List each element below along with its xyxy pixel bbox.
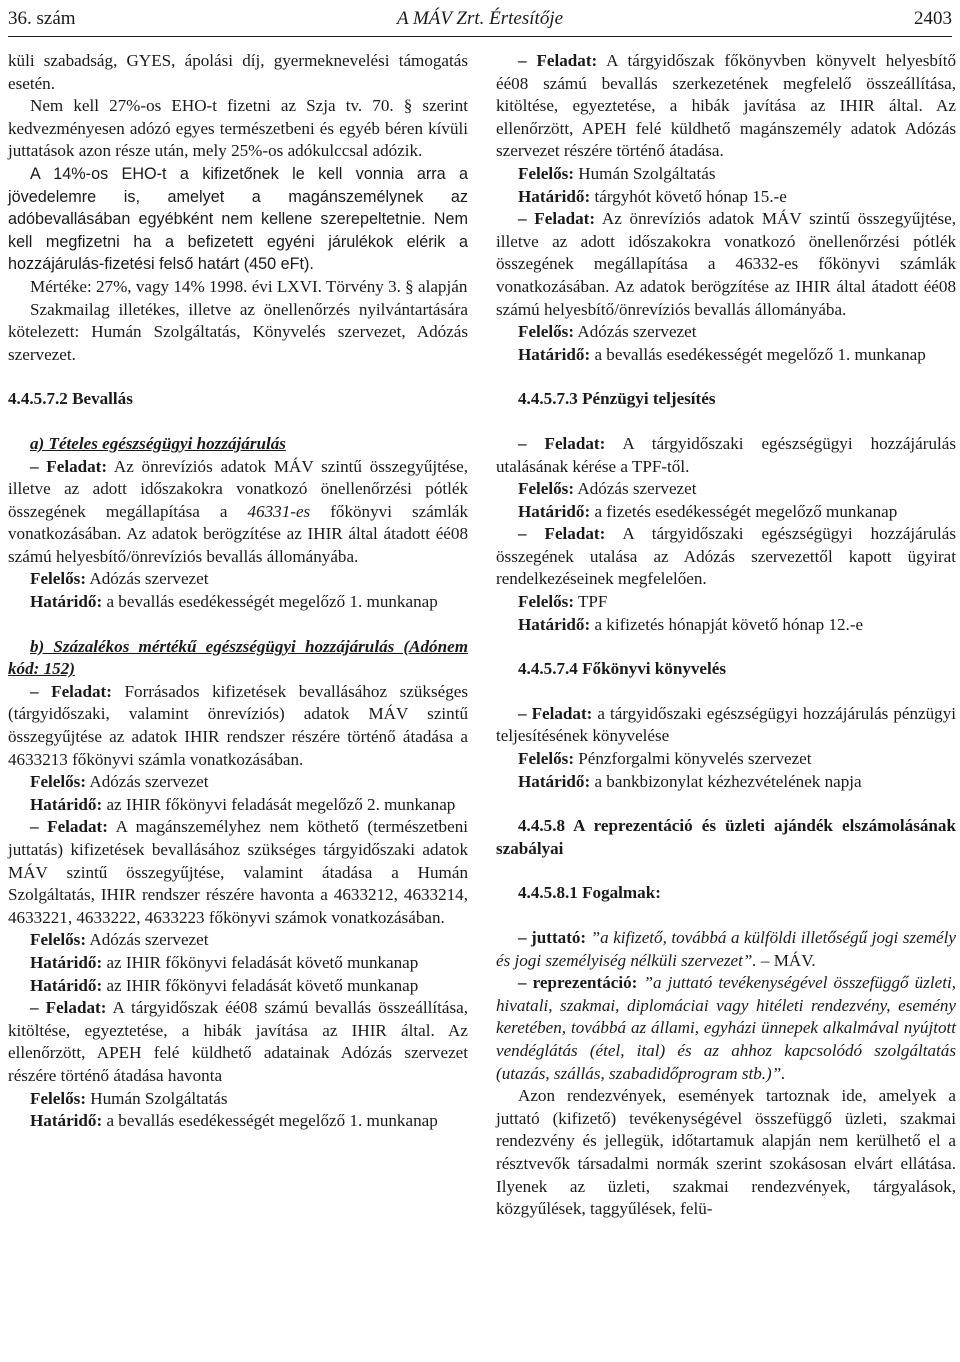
page-header [8, 6, 952, 32]
spacer [496, 411, 956, 433]
paragraph: Szakmailag illetékes, illetve az önellenőrzés nyilvántartására kötelezett: Humán Szolgáltatás, Könyvelés szervezet, Adózás szervezet. [8, 299, 468, 364]
responsible-value: TPF [574, 592, 608, 612]
task-text: Az önrevíziós adatok MÁV szintű összegyűjtése, illetve az adott időszakokra vonatkozó önellenőrzési pótlék összegének megállapítása a [8, 456, 468, 521]
deadline-label: Határidő: [30, 592, 103, 612]
responsible-line [8, 771, 468, 794]
deadline-line [8, 975, 468, 998]
deadline-label: Határidő: [30, 794, 103, 814]
task-paragraph [8, 816, 468, 929]
responsible-value: Humán Szolgáltatás [86, 1088, 228, 1108]
issue-number: 36. szám [8, 8, 76, 29]
paragraph: küli szabadság, GYES, ápolási díj, gyermeknevelési támogatás esetén. [8, 51, 468, 93]
section-heading: 4.4.5.8 A reprezentáció és üzleti ajándék elszámolásának szabályai [496, 816, 956, 858]
task-label: – Feladat: [30, 681, 112, 701]
task-text: A tárgyidőszaki egészségügyi hozzájárulás utalásának kérése a TPF-től. [496, 433, 956, 476]
deadline-value: a bevallás esedékességét megelőző 1. munkanap [102, 592, 438, 612]
subsection-heading: a) Tételes egészségügyi hozzájárulás [30, 433, 286, 453]
deadline-value: az IHIR főkönyvi feladását követő munkanap [102, 952, 419, 972]
spacer [8, 411, 468, 433]
account-code: 46331-es [247, 501, 311, 521]
responsible-line [8, 568, 468, 591]
deadline-line [8, 1110, 468, 1133]
responsible-line [8, 929, 468, 952]
deadline-value: a kifizetés hónapját követő hónap 12.-e [590, 614, 864, 634]
deadline-line [8, 591, 468, 614]
task-label: – Feladat: [30, 998, 107, 1018]
deadline-label: Határidő: [518, 771, 591, 791]
task-text: A tárgyidőszak főkönyvben könyvelt helyesbítő éé08 számú bevallás szerkezetének megfelelő összeállítása, kitöltése, egyeztetése, a hibák javítása az IHIR által. Az ellenőrzött, APEH felé küldhető magánszemély adatok Adózás szervezet részére történő átadása. [496, 51, 956, 161]
spacer [496, 860, 956, 882]
right-column [496, 50, 956, 1221]
task-label: – Feladat: [518, 433, 606, 453]
spacer [8, 614, 468, 636]
responsible-value: Pénzforgalmi könyvelés szervezet [574, 749, 812, 769]
deadline-line [496, 501, 956, 524]
spacer [8, 366, 468, 388]
deadline-label: Határidő: [518, 501, 591, 521]
responsible-value: Humán Szolgáltatás [574, 163, 716, 183]
page-number: 2403 [914, 8, 952, 29]
responsible-label: Felelős: [30, 1088, 87, 1108]
task-text: a tárgyidőszaki egészségügyi hozzájárulás pénzügyi teljesítésének könyvelése [496, 703, 956, 746]
header-rule [8, 36, 952, 37]
spacer [496, 905, 956, 927]
responsible-line [496, 321, 956, 344]
task-label: – Feladat: [30, 817, 108, 837]
deadline-value: az IHIR főkönyvi feladását megelőző 2. munkanap [102, 794, 456, 814]
deadline-value: a fizetés esedékességét megelőző munkanap [590, 501, 898, 521]
section-heading: 4.4.5.7.3 Pénzügyi teljesítés [518, 389, 716, 409]
task-label: – Feladat: [518, 51, 598, 70]
task-text: főkönyvi számlák vonatkozásában. Az adatok berögzítése az IHIR által átadott éé08 számú helyesbítő/önrevíziós bevallás állományába. [8, 501, 468, 566]
responsible-label: Felelős: [30, 569, 87, 589]
deadline-label: Határidő: [30, 952, 103, 972]
deadline-label: Határidő: [30, 975, 103, 995]
deadline-label: Határidő: [518, 344, 591, 364]
responsible-value: Adózás szervezet [86, 930, 209, 950]
task-label: – Feladat: [518, 524, 606, 544]
definition-tail: – MÁV. [756, 950, 816, 970]
responsible-label: Felelős: [518, 479, 575, 499]
task-text: Az önrevíziós adatok MÁV szintű összegyűjtése, illetve az adott időszakokra vonatkozó önellenőrzési pótlék összegének megállapítása a 46332-es főkönyvi számlák vonatkozásában. Az adatok berögzítése az IHIR által átadott éé08 számú helyesbítő/önrevíziós bevallás állományába. [496, 209, 956, 319]
deadline-value: tárgyhót követő hónap 15.-e [590, 186, 787, 206]
paragraph: A 14%-os EHO-t a kifizetőnek le kell vonnia arra a jövedelemre is, amelyet a magánszemélynek az adóbevallásában egyébként nem kellene szerepeltetnie. Nem kell megfizetni ha a befizetett egyéni járulékok elérik a hozzájárulás-fizetési felső határt (450 eFt). [8, 164, 468, 274]
responsible-label: Felelős: [30, 930, 87, 950]
responsible-value: Adózás szervezet [86, 772, 209, 792]
definition [496, 972, 956, 1085]
definition-term: – juttató: [518, 928, 587, 947]
deadline-line [496, 344, 956, 367]
responsible-line [496, 163, 956, 186]
deadline-line [496, 186, 956, 209]
subsection-heading: b) Százalékos mértékű egészségügyi hozzájárulás (Adónem kód: 152) [8, 636, 468, 679]
responsible-label: Felelős: [30, 772, 87, 792]
deadline-label: Határidő: [30, 1111, 103, 1131]
spacer [496, 366, 956, 388]
deadline-line [496, 614, 956, 637]
task-paragraph [496, 50, 956, 163]
definition-text: ”a juttató tevékenységével összefüggő üzleti, hivatali, szakmai, diplomáciai vagy hitéleti rendezvény, esemény keretében, továbbá az állami, egyházi ünnepek alkalmával nyújtott vendéglátás (étel, ital) és az ahhoz kapcsolódó szolgáltatás (utazás, szállás, szabadidőprogram stb.)”. [496, 973, 956, 1083]
responsible-label: Felelős: [518, 592, 575, 612]
task-paragraph [496, 208, 956, 321]
definition-text: ”a kifizető, továbbá a külföldi illetőségű jogi személy és jogi személyiség nélküli szervezet”. [496, 928, 956, 970]
left-column [8, 50, 468, 1133]
responsible-value: Adózás szervezet [574, 322, 697, 342]
deadline-value: a bevallás esedékességét megelőző 1. munkanap [102, 1111, 438, 1131]
paragraph: Nem kell 27%-os EHO-t fizetni az Szja tv. 70. § szerint kedvezményesen adózó egyes természetbeni és egyéb béren kívüli juttatások azon része után, mely 25%-os adókulccsal adózik. [8, 96, 468, 161]
responsible-line [496, 748, 956, 771]
task-paragraph [8, 681, 468, 771]
responsible-label: Felelős: [518, 322, 575, 342]
deadline-value: a bevallás esedékességét megelőző 1. munkanap [590, 344, 926, 364]
paragraph: Mértéke: 27%, vagy 14% 1998. évi LXVI. Törvény 3. § alapján [30, 276, 468, 296]
task-text: Forrásados kifizetések bevallásához szükséges (tárgyidőszaki, valamint önrevíziós) adatok MÁV szintű összegyűjtése az adatok IHIR rendszer részére történő átadása a 4633213 főkönyvi számla vonatkozásában. [8, 681, 468, 769]
responsible-label: Felelős: [518, 749, 575, 769]
section-heading: 4.4.5.7.4 Főkönyvi könyvelés [518, 659, 726, 679]
publication-title: A MÁV Zrt. Értesítője [396, 8, 564, 29]
responsible-line [8, 1088, 468, 1111]
task-text: A magánszemélyhez nem köthető (természetbeni juttatás) kifizetések bevallásához szükséges tárgyidőszaki adatok MÁV szintű összegyűjtése, valamint átadása a Humán Szolgáltatás, IHIR rendszer részére havonta a 4633212, 4633214, 4633221, 4633222, 4633223 főkönyvi számok vonatkozásában. [8, 817, 468, 927]
definition [496, 927, 956, 972]
deadline-line [8, 794, 468, 817]
spacer [496, 793, 956, 815]
task-label: – Feladat: [518, 209, 596, 229]
spacer [496, 681, 956, 703]
responsible-label: Felelős: [518, 163, 575, 183]
deadline-value: a bankbizonylat kézhezvételének napja [590, 771, 862, 791]
responsible-line [496, 591, 956, 614]
paragraph: Azon rendezvények, események tartoznak ide, amelyek a juttató (kifizető) tevékenységével összefüggő üzleti, szakmai rendezvény és jellegük, időtartamuk alapján nem kerülhető el a résztvevők társadalmi normák szerint szokásosan elvárt ellátása. Ilyenek az üzleti, szakmai rendezvények, tárgyalások, közgyűlések, taggyűlések, felü- [496, 1086, 956, 1219]
task-paragraph [496, 523, 956, 591]
responsible-line [496, 478, 956, 501]
definition-term: – reprezentáció: [518, 973, 638, 993]
deadline-label: Határidő: [518, 186, 591, 206]
section-heading: 4.4.5.7.2 Bevallás [8, 389, 133, 409]
task-text: A tárgyidőszaki egészségügyi hozzájárulás összegének utalása az Adózás szervezettől kapott ügyirat rendelkezéseinek megfelelően. [496, 524, 956, 589]
task-text: A tárgyidőszak éé08 számú bevallás összeállítása, kitöltése, egyeztetése, a hibák javítása az IHIR által. Az ellenőrzött, APEH felé küldhető adatainak Adózás szervezet részére történő átadása havonta [8, 998, 468, 1085]
task-paragraph [8, 997, 468, 1087]
responsible-value: Adózás szervezet [574, 479, 697, 499]
task-paragraph [8, 456, 468, 569]
task-paragraph [496, 703, 956, 748]
deadline-label: Határidő: [518, 614, 591, 634]
task-label: – Feladat: [518, 703, 593, 723]
section-heading: 4.4.5.8.1 Fogalmak: [518, 883, 661, 903]
responsible-value: Adózás szervezet [86, 569, 209, 589]
task-label: – Feladat: [30, 456, 108, 476]
deadline-line [496, 771, 956, 794]
task-paragraph [496, 433, 956, 478]
deadline-line [8, 952, 468, 975]
deadline-value: az IHIR főkönyvi feladását követő munkanap [102, 975, 419, 995]
spacer [496, 636, 956, 658]
